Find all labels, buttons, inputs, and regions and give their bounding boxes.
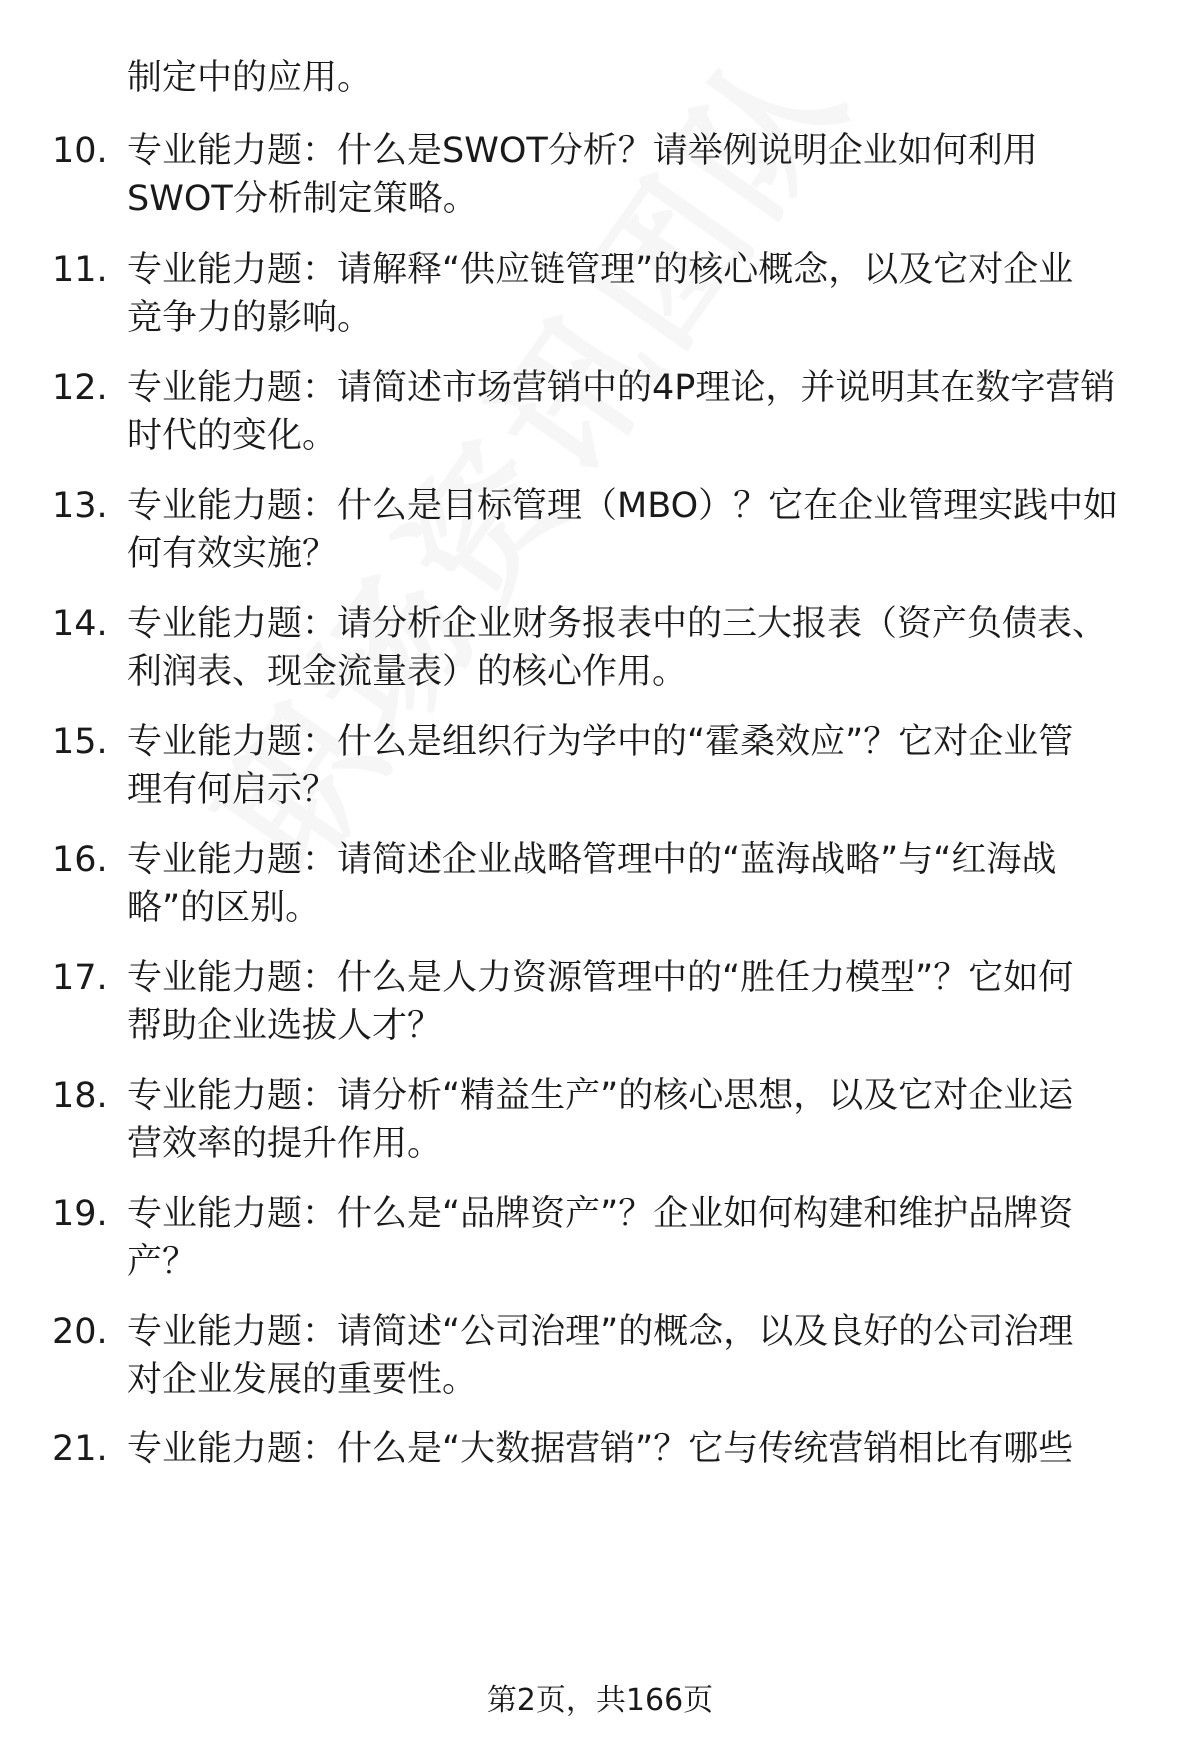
question-number: 11.	[52, 250, 108, 290]
text-line: 专业能力题：请分析“精益生产”的核心思想，以及它对企业运	[127, 1076, 1074, 1116]
text-line: 专业能力题：请简述企业战略管理中的“蓝海战略”与“红海战	[127, 840, 1057, 880]
question-number: 13.	[52, 486, 108, 526]
question-number: 17.	[52, 958, 108, 998]
question-number: 18.	[52, 1076, 108, 1116]
text-line: 专业能力题：什么是“品牌资产”？企业如何构建和维护品牌资	[127, 1194, 1074, 1234]
text-line: 专业能力题：什么是人力资源管理中的“胜任力模型”？它如何	[127, 958, 1074, 998]
text-line: 专业能力题：什么是组织行为学中的“霍桑效应”？它对企业管	[127, 722, 1074, 762]
text-line: 营效率的提升作用。	[127, 1124, 443, 1164]
question-text	[127, 1308, 1162, 1404]
question-number: 14.	[52, 604, 108, 644]
page-number-footer: 第2页，共166页	[486, 1683, 714, 1718]
question-text	[127, 246, 1162, 342]
text-line: 专业能力题：什么是“大数据营销”？它与传统营销相比有哪些	[127, 1429, 1074, 1469]
text-line: 专业能力题：请简述市场营销中的4P理论，并说明其在数字营销	[127, 368, 1116, 408]
text-line: 利润表、现金流量表）的核心作用。	[127, 652, 688, 692]
text-line: 何有效实施？	[127, 534, 338, 574]
text-line: 专业能力题：什么是SWOT分析？请举例说明企业如何利用	[127, 131, 1038, 171]
question-text	[127, 127, 1162, 223]
question-text	[127, 1425, 1162, 1473]
question-number: 21.	[52, 1429, 108, 1469]
text-line: 时代的变化。	[127, 416, 338, 456]
text-line: 产？	[127, 1242, 198, 1282]
question-text	[127, 954, 1162, 1050]
question-text	[127, 1190, 1162, 1286]
question-number: 15.	[52, 722, 108, 762]
text-line: 对企业发展的重要性。	[127, 1360, 478, 1400]
question-text	[127, 600, 1162, 696]
question-number: 19.	[52, 1194, 108, 1234]
question-number: 12.	[52, 368, 108, 408]
text-line: 帮助企业选拔人才？	[127, 1006, 443, 1046]
text-line: 略”的区别。	[127, 888, 321, 928]
text-line: 专业能力题：什么是目标管理（MBO）？它在企业管理实践中如	[127, 486, 1119, 526]
text-line: 竞争力的影响。	[127, 298, 373, 338]
text-line: 制定中的应用。	[127, 58, 373, 98]
text-line: 专业能力题：请分析企业财务报表中的三大报表（资产负债表、	[127, 604, 1108, 644]
question-number: 16.	[52, 840, 108, 880]
text-line: 专业能力题：请解释“供应链管理”的核心概念，以及它对企业	[127, 250, 1074, 290]
question-text	[127, 364, 1162, 460]
text-line: 专业能力题：请简述“公司治理”的概念，以及良好的公司治理	[127, 1312, 1074, 1352]
text-line: 理有何启示？	[127, 770, 338, 810]
question-text	[127, 482, 1162, 578]
question-text	[127, 836, 1162, 932]
text-line: SWOT分析制定策略。	[127, 179, 478, 219]
question-text	[127, 1072, 1162, 1168]
question-number: 10.	[52, 131, 108, 171]
question-number: 20.	[52, 1312, 108, 1352]
question-text	[127, 718, 1162, 814]
